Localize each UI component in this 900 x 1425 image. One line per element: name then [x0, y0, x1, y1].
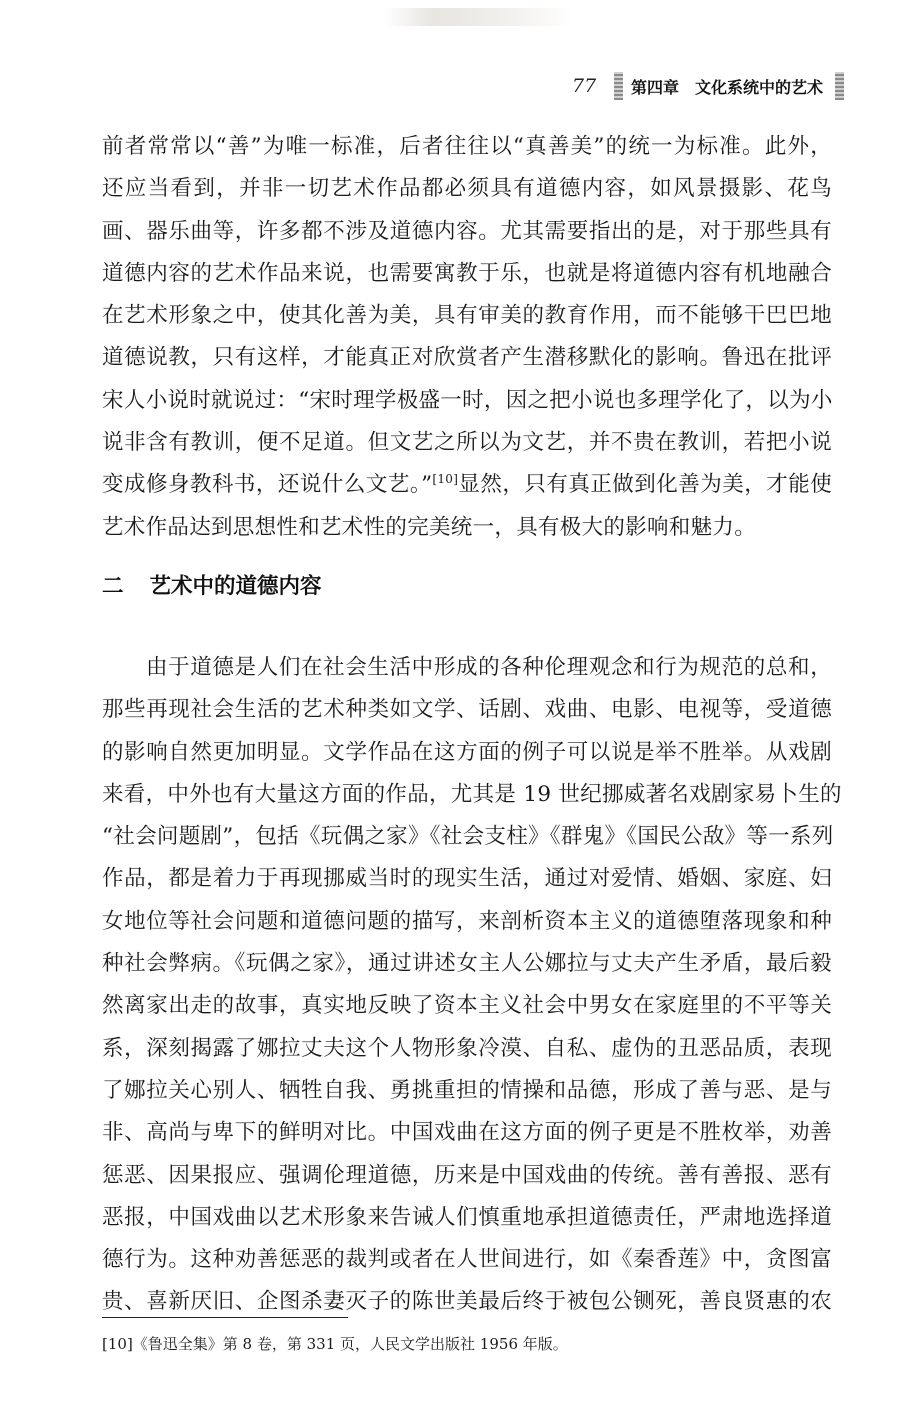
paragraph-2: [102, 647, 842, 1324]
text-segment: 变成修身教科书，还说什么文艺。”: [102, 472, 433, 498]
text-line: 了娜拉关心别人、牺牲自我、勇挑重担的情操和品德，形成了善与恶、是与: [102, 1077, 832, 1103]
footnote-reference: [10]: [432, 472, 459, 487]
text-line: 还应当看到，并非一切艺术作品都必须具有道德内容，如风景摄影、花鸟: [102, 176, 832, 202]
text-line: 惩恶、因果报应、强调伦理道德，历来是中国戏曲的传统。善有善报、恶有: [102, 1162, 832, 1188]
text-line: 宋人小说时就说过：“宋时理学极盛一时，因之把小说也多理学化了，以为小: [102, 387, 833, 413]
text-line: 非、高尚与卑下的鲜明对比。中国戏曲在这方面的例子更是不胜枚举，劝善: [102, 1120, 832, 1146]
text-line: “社会问题剧”，包括《玩偶之家》《社会支柱》《群鬼》《国民公敌》等一系列: [102, 824, 834, 850]
text-line: 前者常常以“善”为唯一标准，后者往往以“真善美”的统一为标准。此外，: [102, 134, 832, 159]
text-line: 说非含有教训，便不足道。但文艺之所以为文艺，并不贵在教训，若把小说: [102, 430, 832, 456]
header-ornament-left: [614, 72, 623, 100]
footnote-divider: [102, 1317, 348, 1318]
text-line: 女地位等社会问题和道德问题的描写，来剖析资本主义的道德堕落现象和种: [102, 908, 832, 934]
scan-smudge: [385, 8, 575, 26]
text-line: 在艺术形象之中，使其化善为美，具有审美的教育作用，而不能够干巴巴地: [102, 303, 832, 329]
section-number: 二: [102, 574, 124, 599]
text-line: 贵、喜新厌旧、企图杀妻灭子的陈世美最后终于被包公铡死，善良贤惠的农: [102, 1289, 832, 1315]
running-header: [540, 70, 850, 102]
text-line-with-citation: [102, 464, 832, 506]
text-line: 艺术作品达到思想性和艺术性的完美统一，具有极大的影响和魅力。: [102, 514, 757, 540]
text-segment: 显然，只有真正做到化善为美，才能使: [458, 472, 832, 498]
text-line: 系，深刻揭露了娜拉丈夫这个人物形象冷漠、自私、虚伪的丑恶品质，表现: [102, 1035, 832, 1061]
text-line: 作品，都是着力于再现挪威当时的现实生活，通过对爱情、婚姻、家庭、妇: [102, 866, 832, 892]
text-line: 德行为。这种劝善惩恶的裁判或者在人世间进行，如《秦香莲》中，贪图富: [102, 1247, 832, 1273]
chapter-title: 第四章 文化系统中的艺术: [631, 77, 824, 97]
text-line: 那些再现社会生活的艺术种类如文学、话剧、戏曲、电影、电视等，受道德: [102, 697, 832, 723]
text-line: 道德内容的艺术作品来说，也需要寓教于乐，也就是将道德内容有机地融合: [102, 260, 832, 286]
text-line: 来看，中外也有大量这方面的作品，尤其是 19 世纪挪威著名戏剧家易卜生的: [102, 781, 842, 807]
text-line: 由于道德是人们在社会生活中形成的各种伦理观念和行为规范的总和，: [146, 655, 832, 680]
page-number: 77: [572, 75, 597, 97]
footnote: [10]《鲁迅全集》第 8 卷，第 331 页，人民文学出版社 1956 年版。: [102, 1335, 568, 1353]
text-line: 然离家出走的故事，真实地反映了资本主义社会中男女在家庭里的不平等关: [102, 993, 832, 1019]
text-line: 道德说教，只有这样，才能真正对欣赏者产生潜移默化的影响。鲁迅在批评: [102, 345, 832, 371]
text-line: 的影响自然更加明显。文学作品在这方面的例子可以说是举不胜举。从戏剧: [102, 739, 832, 765]
section-title: 艺术中的道德内容: [149, 574, 322, 599]
text-line: 画、器乐曲等，许多都不涉及道德内容。尤其需要指出的是，对于那些具有: [102, 218, 832, 244]
section-heading: [102, 566, 322, 608]
text-line: 恶报，中国戏曲以艺术形象来告诫人们慎重地承担道德责任，严肃地选择道: [102, 1204, 832, 1230]
paragraph-1: [102, 126, 832, 549]
text-line: 种社会弊病。《玩偶之家》，通过讲述女主人公娜拉与丈夫产生矛盾，最后毅: [102, 951, 832, 977]
header-ornament-right: [835, 72, 844, 100]
